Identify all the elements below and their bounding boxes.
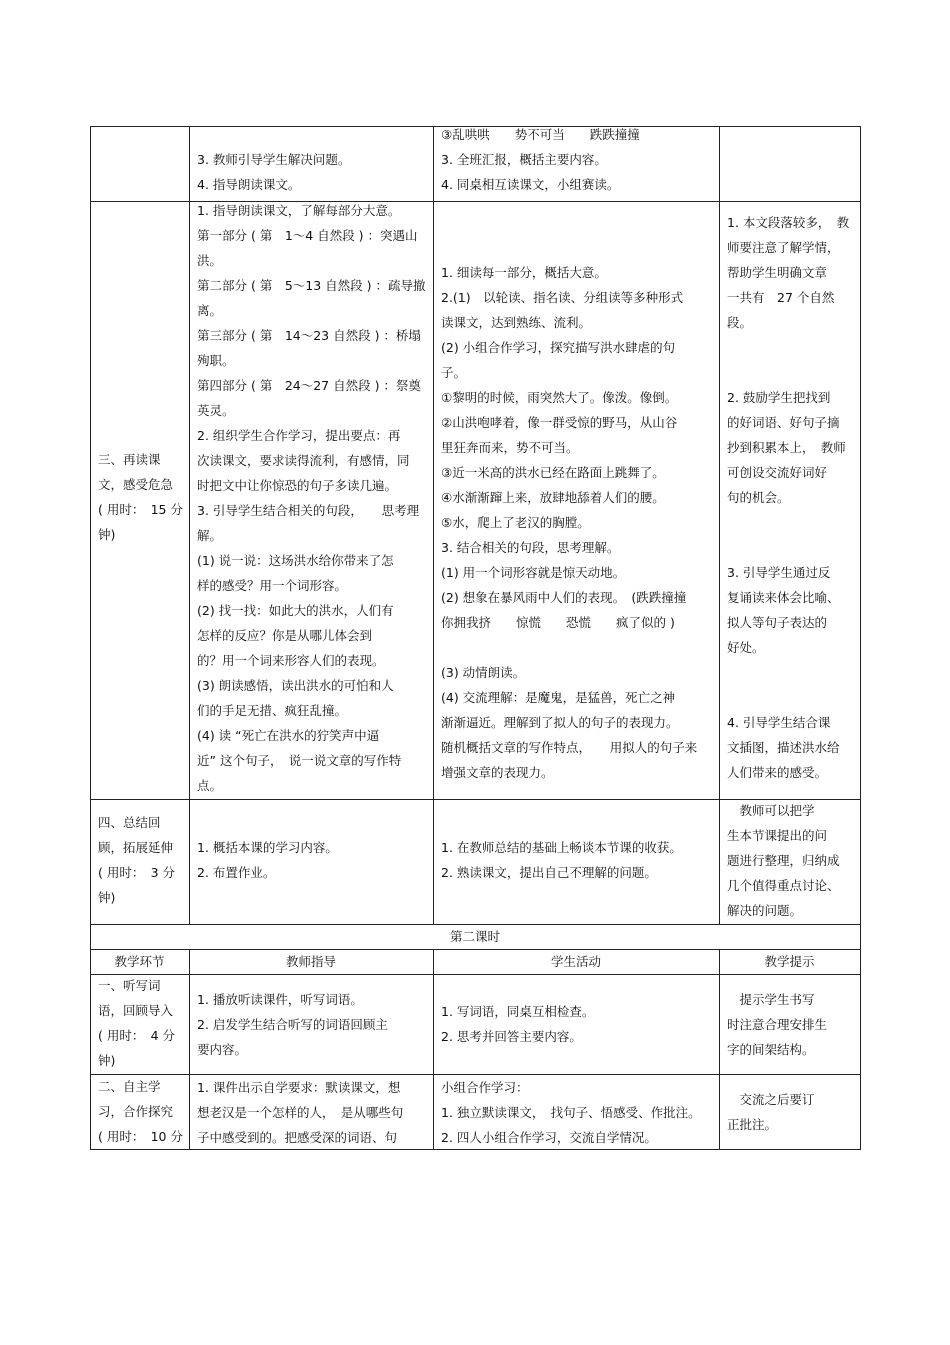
student-line: (2) 小组合作学习，探究描写洪水肆虐的句 xyxy=(441,340,676,355)
student-cell xyxy=(441,835,715,885)
student-line: (1) 用一个词形容就是惊天动地。 xyxy=(441,565,626,580)
teacher-line: 4. 指导朗读课文。 xyxy=(197,177,301,192)
column-divider xyxy=(719,126,720,925)
stage-line: 习，合作探究 xyxy=(98,1104,174,1119)
tip-line: 人们带来的感受。 xyxy=(727,765,828,780)
header-tip: 教学提示 xyxy=(764,954,815,969)
teacher-line: (1) 说一说：这场洪水给你带来了怎 xyxy=(197,553,394,568)
stage-cell xyxy=(98,447,185,547)
student-line: ③乱哄哄 势不可当 跌跌撞撞 xyxy=(441,127,640,142)
tip-line: 字的间架结构。 xyxy=(727,1042,815,1057)
tip-line: 一共有 27 个自然 xyxy=(727,290,835,305)
student-line xyxy=(441,235,715,260)
teacher-line: 点。 xyxy=(197,778,223,793)
tip-line: 抄到积累本上， 教师 xyxy=(727,440,846,455)
teacher-cell xyxy=(197,835,429,885)
teacher-line: 第一部分 ( 第 1～4 自然段 ) ：突遇山 xyxy=(197,228,418,243)
column-divider xyxy=(719,949,720,1150)
teacher-cell xyxy=(197,987,429,1062)
teacher-line: 怎样的反应？你是从哪儿体会到 xyxy=(197,628,373,643)
row-divider xyxy=(90,974,861,975)
tip-line: 好处。 xyxy=(727,640,765,655)
student-line: 子。 xyxy=(441,365,467,380)
header-teacher: 教师指导 xyxy=(285,954,336,969)
tip-line: 师要注意了解学情， xyxy=(727,240,840,255)
teacher-line: (4) 读 “死亡在洪水的狞笑声中逼 xyxy=(197,728,380,743)
student-line: 1. 写词语，同桌互相检查。 xyxy=(441,1004,595,1019)
teacher-line: 离。 xyxy=(197,303,223,318)
tip-line: 生本节课提出的问 xyxy=(727,828,828,843)
tip-line: 2. 鼓励学生把找到 xyxy=(727,390,831,405)
student-line: 随机概括文章的写作特点， 用拟人的句子来 xyxy=(441,740,698,755)
teacher-line: 2. 组织学生合作学习，提出要点：再 xyxy=(197,428,401,443)
table-left-border xyxy=(90,126,91,1150)
teacher-line: 们的手足无措、疯狂乱撞。 xyxy=(197,703,348,718)
student-line: 读课文，达到熟练、流利。 xyxy=(441,315,592,330)
student-line: ①黎明的时候，雨突然大了。像泼。像倒。 xyxy=(441,390,678,405)
stage-line: 文，感受危急 xyxy=(98,477,174,492)
student-line: (4) 交流理解：是魔鬼，是猛兽，死亡之神 xyxy=(441,690,676,705)
tip-line: 提示学生书写 xyxy=(727,992,815,1007)
student-line: 你拥我挤 惊慌 恐慌 疯了似的 ) xyxy=(441,615,675,630)
stage-cell xyxy=(98,973,185,1073)
section-title: 第二课时 xyxy=(449,929,500,944)
tip-line xyxy=(727,535,856,560)
student-line: 1. 独立默读课文， 找句子、悟感受、作批注。 xyxy=(441,1105,701,1120)
tip-line xyxy=(727,685,856,710)
teacher-line: 想老汉是一个怎样的人， 是从哪些句 xyxy=(197,1105,404,1120)
tip-line: 可创设交流好词好 xyxy=(727,465,828,480)
tip-line: 交流之后要订 xyxy=(727,1092,815,1107)
tip-cell xyxy=(727,1087,856,1137)
student-line: (2) 想象在暴风雨中人们的表现。 (跌跌撞撞 xyxy=(441,590,687,605)
tip-line xyxy=(727,510,856,535)
table-right-border xyxy=(860,126,861,1150)
student-cell xyxy=(441,999,715,1049)
tip-cell xyxy=(727,210,856,785)
stage-line: 顾，拓展延伸 xyxy=(98,840,174,855)
teacher-line: 1. 指导朗读课文，了解每部分大意。 xyxy=(197,203,401,218)
tip-cell xyxy=(727,798,856,923)
student-line: 1. 细读每一部分，概括大意。 xyxy=(441,265,607,280)
stage-line: 钟) xyxy=(98,1053,116,1068)
teacher-line: 1. 概括本课的学习内容。 xyxy=(197,840,338,855)
tip-line: 4. 引导学生结合课 xyxy=(727,715,831,730)
teacher-line: 近” 这个句子， 说一说文章的写作特 xyxy=(197,753,402,768)
student-line: (3) 动情朗读。 xyxy=(441,665,526,680)
column-divider xyxy=(189,949,190,1150)
teacher-line: 第二部分 ( 第 5～13 自然段 ) ：疏导撤 xyxy=(197,278,426,293)
student-line: 3. 全班汇报，概括主要内容。 xyxy=(441,152,607,167)
student-cell xyxy=(441,235,715,785)
student-line: ③近一米高的洪水已经在路面上跳舞了。 xyxy=(441,465,665,480)
stage-line: 语，回顾导入 xyxy=(98,1003,174,1018)
stage-line: ( 用时： 10 分 xyxy=(98,1129,183,1144)
student-line: 1. 在教师总结的基础上畅谈本节课的收获。 xyxy=(441,840,682,855)
teacher-line: 1. 课件出示自学要求：默读课文，想 xyxy=(197,1080,401,1095)
teacher-line: 2. 布置作业。 xyxy=(197,865,276,880)
tip-line: 文插图，描述洪水给 xyxy=(727,740,840,755)
student-line xyxy=(441,635,715,660)
header-student: 学生活动 xyxy=(550,954,601,969)
student-line: 3. 结合相关的句段，思考理解。 xyxy=(441,540,620,555)
tip-line: 复诵读来体会比喻、 xyxy=(727,590,840,605)
teacher-line: 次读课文，要求读得流利，有感情，同 xyxy=(197,453,410,468)
student-line: ②山洪咆哮着，像一群受惊的野马，从山谷 xyxy=(441,415,678,430)
stage-line: 钟) xyxy=(98,890,116,905)
teacher-line: 第四部分 ( 第 24～27 自然段 ) ：祭奠 xyxy=(197,378,421,393)
teacher-line: 第三部分 ( 第 14～23 自然段 ) ：桥塌 xyxy=(197,328,421,343)
tip-line: 教师可以把学 xyxy=(727,803,815,818)
teacher-cell xyxy=(197,147,429,197)
teacher-line: 要内容。 xyxy=(197,1042,248,1057)
column-divider xyxy=(433,126,434,925)
stage-line: 钟) xyxy=(98,527,116,542)
student-line: 2. 思考并回答主要内容。 xyxy=(441,1029,582,1044)
student-line: 里狂奔而来，势不可当。 xyxy=(441,440,579,455)
student-cell xyxy=(441,122,715,197)
tip-cell xyxy=(727,987,856,1062)
tip-line: 题进行整理，归纳成 xyxy=(727,853,840,868)
teacher-line: 3. 教师引导学生解决问题。 xyxy=(197,152,351,167)
tip-line: 3. 引导学生通过反 xyxy=(727,565,831,580)
stage-line: 二、自主学 xyxy=(98,1079,161,1094)
column-divider xyxy=(189,126,190,925)
student-line: 2.(1) 以轮读、指名读、分组读等多种形式 xyxy=(441,290,684,305)
student-line: 2. 熟读课文，提出自己不理解的问题。 xyxy=(441,865,657,880)
stage-line: ( 用时： 15 分 xyxy=(98,502,183,517)
teacher-line: 子中感受到的。把感受深的词语、句 xyxy=(197,1130,398,1145)
teacher-line: 殉职。 xyxy=(197,353,235,368)
student-line: 小组合作学习： xyxy=(441,1080,529,1095)
student-cell xyxy=(441,1075,715,1150)
teacher-line: 2. 启发学生结合听写的词语回顾主 xyxy=(197,1017,388,1032)
tip-line: 的好词语、好句子摘 xyxy=(727,415,840,430)
stage-line: ( 用时： 3 分 xyxy=(98,865,176,880)
teacher-line: 英灵。 xyxy=(197,403,235,418)
tip-line: 1. 本文段落较多， 教 xyxy=(727,215,850,230)
stage-line: ( 用时： 4 分 xyxy=(98,1028,176,1043)
teacher-line: 洪。 xyxy=(197,253,223,268)
teacher-line: 解。 xyxy=(197,528,223,543)
teacher-cell xyxy=(197,1075,429,1150)
tip-line xyxy=(727,335,856,360)
student-line: ④水渐渐蹿上来，放肆地舔着人们的腰。 xyxy=(441,490,665,505)
tip-line: 正批注。 xyxy=(727,1117,778,1132)
student-line: 渐渐逼近。理解到了拟人的句子的表现力。 xyxy=(441,715,679,730)
teacher-line: (3) 朗读感悟，读出洪水的可怕和人 xyxy=(197,678,394,693)
teacher-line: 的？用一个词来形容人们的表现。 xyxy=(197,653,385,668)
tip-line xyxy=(727,360,856,385)
teacher-line: 时把文中让你惊恐的句子多读几遍。 xyxy=(197,478,398,493)
stage-line: 三、再读课 xyxy=(98,452,161,467)
stage-line: 四、总结回 xyxy=(98,815,161,830)
student-line: 4. 同桌相互读课文，小组赛读。 xyxy=(441,177,620,192)
tip-line: 解决的问题。 xyxy=(727,903,803,918)
tip-line: 时注意合理安排生 xyxy=(727,1017,828,1032)
tip-line: 拟人等句子表达的 xyxy=(727,615,828,630)
tip-line: 帮助学生明确文章 xyxy=(727,265,828,280)
student-line: ⑤水，爬上了老汉的胸膛。 xyxy=(441,515,590,530)
student-line: 增强文章的表现力。 xyxy=(441,765,554,780)
teacher-line: (2) 找一找：如此大的洪水，人们有 xyxy=(197,603,394,618)
header-stage: 教学环节 xyxy=(114,954,165,969)
tip-line: 几个值得重点讨论、 xyxy=(727,878,840,893)
tip-line xyxy=(727,660,856,685)
tip-line: 段。 xyxy=(727,315,753,330)
student-line: 2. 四人小组合作学习，交流自学情况。 xyxy=(441,1130,657,1145)
stage-cell xyxy=(98,810,185,910)
teacher-line: 样的感受？用一个词形容。 xyxy=(197,578,348,593)
teacher-line: 1. 播放听读课件，听写词语。 xyxy=(197,992,363,1007)
tip-line: 句的机会。 xyxy=(727,490,790,505)
teacher-cell xyxy=(197,198,429,798)
column-divider xyxy=(433,949,434,1150)
teacher-line: 3. 引导学生结合相关的句段， 思考理 xyxy=(197,503,420,518)
stage-line: 一、听写词 xyxy=(98,978,161,993)
stage-cell xyxy=(98,1074,185,1149)
